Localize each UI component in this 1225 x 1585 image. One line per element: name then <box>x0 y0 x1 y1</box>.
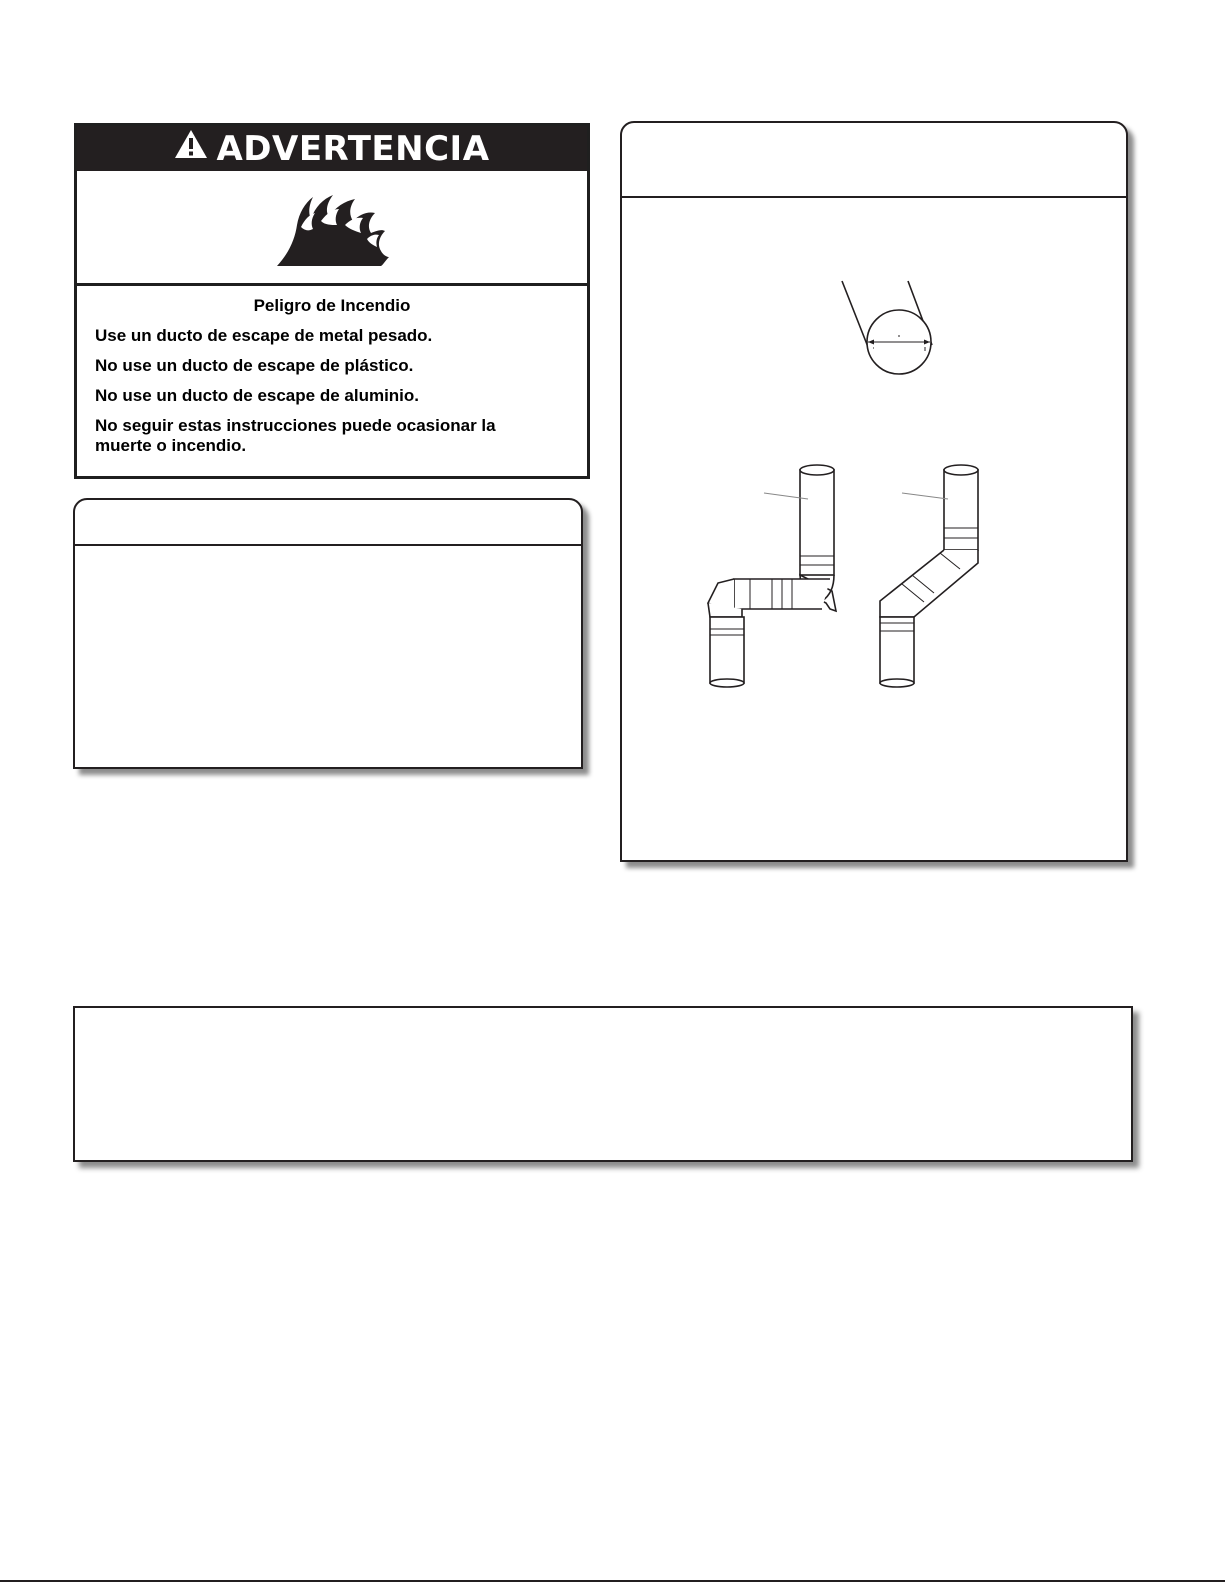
angled-duct-right <box>880 465 978 687</box>
info-card-left <box>73 498 583 769</box>
warning-triangle-icon <box>174 125 208 171</box>
info-card-bottom <box>73 1006 1133 1162</box>
duct-card <box>620 121 1128 862</box>
warning-line: No use un ducto de escape de plástico. <box>95 356 414 375</box>
elbow-duct-left <box>708 465 836 687</box>
flame-icon <box>275 191 395 267</box>
warning-panel <box>74 123 590 479</box>
duct-diagram <box>622 123 1126 858</box>
warning-line: No use un ducto de escape de aluminio. <box>95 386 420 405</box>
card-header <box>75 500 581 546</box>
warning-line: Use un ducto de escape de metal pesado. <box>95 326 433 345</box>
warning-line: No seguir estas instrucciones puede ocasionar la muerte o incendio. <box>95 416 496 455</box>
warning-body <box>77 286 587 456</box>
warning-title: Peligro de Incendio <box>253 296 411 315</box>
warning-header <box>77 126 587 171</box>
warning-header-label: ADVERTENCIA <box>216 129 490 169</box>
duct-diameter-illustration <box>842 281 932 374</box>
flame-area <box>77 171 587 286</box>
footer-rule <box>0 1580 1225 1582</box>
